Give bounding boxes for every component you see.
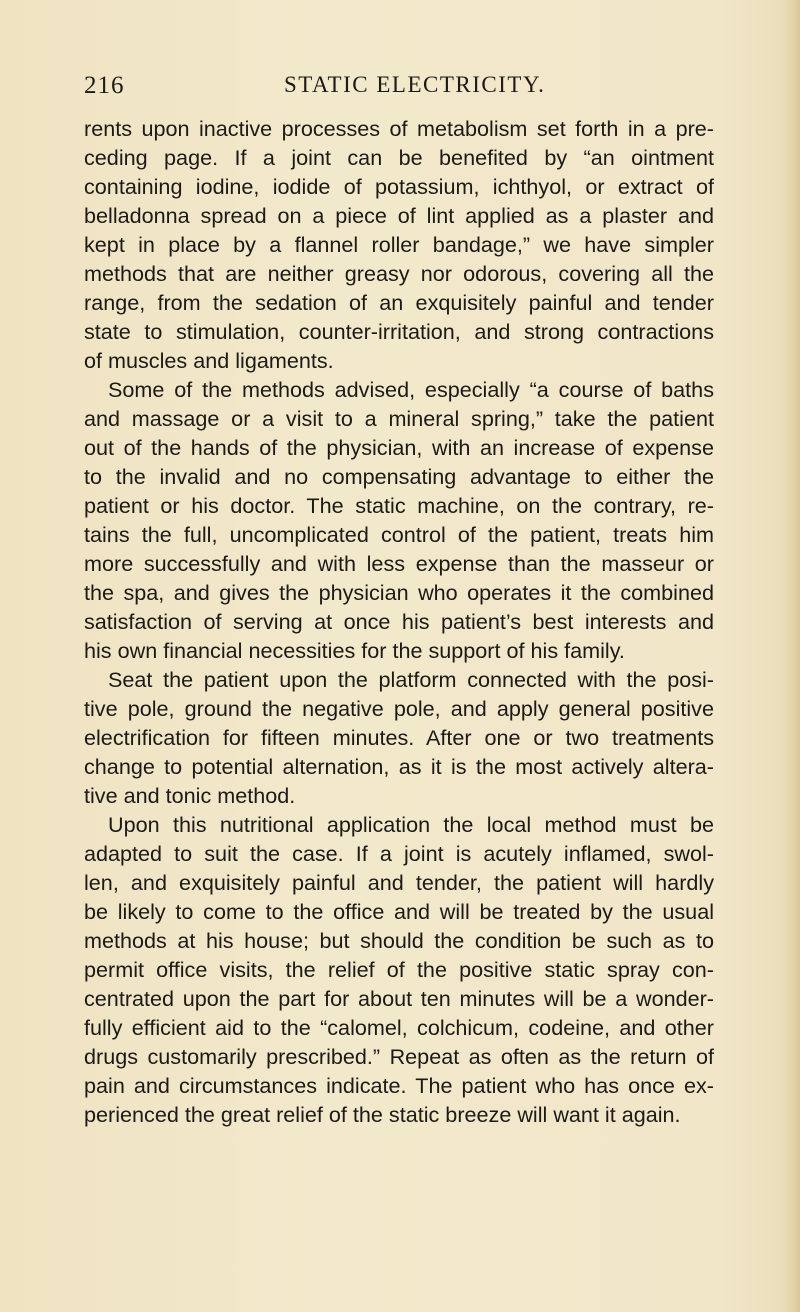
text-line: Upon this nutritional application the local method must be [108, 812, 714, 837]
text-line: electrification for fifteen minutes. After one or two treatments [84, 725, 714, 750]
text-line: out of the hands of the physician, with an increase of expense [84, 435, 714, 460]
text-line: ceding page. If a joint can be benefited by “an ointment [84, 145, 714, 170]
text-line: adapted to suit the case. If a joint is acutely inflamed, swol- [84, 841, 714, 866]
text-line: tive and tonic method. [84, 783, 296, 808]
text-line: Seat the patient upon the platform connected with the posi- [108, 667, 714, 692]
text-line: be likely to come to the office and will be treated by the usual [84, 899, 714, 924]
text-line: pain and circumstances indicate. The patient who has once ex- [84, 1073, 714, 1098]
text-line: centrated upon the part for about ten minutes will be a wonder- [84, 986, 714, 1011]
text-line: containing iodine, iodide of potassium, ichthyol, or extract of [84, 174, 714, 199]
text-line: Some of the methods advised, especially “a course of baths [108, 377, 714, 402]
page-edge-shadow [782, 0, 800, 1312]
text-line: fully efficient aid to the “calomel, colchicum, codeine, and other [84, 1015, 714, 1040]
text-line: his own financial necessities for the support of his family. [84, 638, 625, 663]
text-line: patient or his doctor. The static machine, on the contrary, re- [84, 493, 714, 518]
text-line: perienced the great relief of the static breeze will want it again. [84, 1102, 681, 1127]
text-line: tains the full, uncomplicated control of the patient, treats him [84, 522, 714, 547]
text-line: tive pole, ground the negative pole, and apply general positive [84, 696, 714, 721]
text-line: the spa, and gives the physician who operates it the combined [84, 580, 714, 605]
page-number: 216 [84, 72, 125, 99]
text-line: rents upon inactive processes of metabolism set forth in a pre- [84, 116, 714, 141]
page-header [84, 72, 724, 104]
text-line: methods that are neither greasy nor odorous, covering all the [84, 261, 714, 286]
text-line: methods at his house; but should the condition be such as to [84, 928, 714, 953]
text-line: change to potential alternation, as it is the most actively altera- [84, 754, 714, 779]
text-line: to the invalid and no compensating advantage to either the [84, 464, 714, 489]
text-line: of muscles and ligaments. [84, 348, 334, 373]
text-line: belladonna spread on a piece of lint applied as a plaster and [84, 203, 714, 228]
text-line: satisfaction of serving at once his patient’s best interests and [84, 609, 714, 634]
body-text [84, 114, 714, 1129]
text-line: kept in place by a flannel roller bandage,” we have simpler [84, 232, 714, 257]
text-line: drugs customarily prescribed.” Repeat as often as the return of [84, 1044, 714, 1069]
text-line: permit office visits, the relief of the positive static spray con- [84, 957, 714, 982]
running-head: STATIC ELECTRICITY. [284, 72, 546, 97]
text-line: range, from the sedation of an exquisitely painful and tender [84, 290, 714, 315]
text-line: and massage or a visit to a mineral spring,” take the patient [84, 406, 714, 431]
text-line: more successfully and with less expense than the masseur or [84, 551, 714, 576]
text-line: len, and exquisitely painful and tender, the patient will hardly [84, 870, 714, 895]
text-line: state to stimulation, counter-irritation, and strong contractions [84, 319, 714, 344]
